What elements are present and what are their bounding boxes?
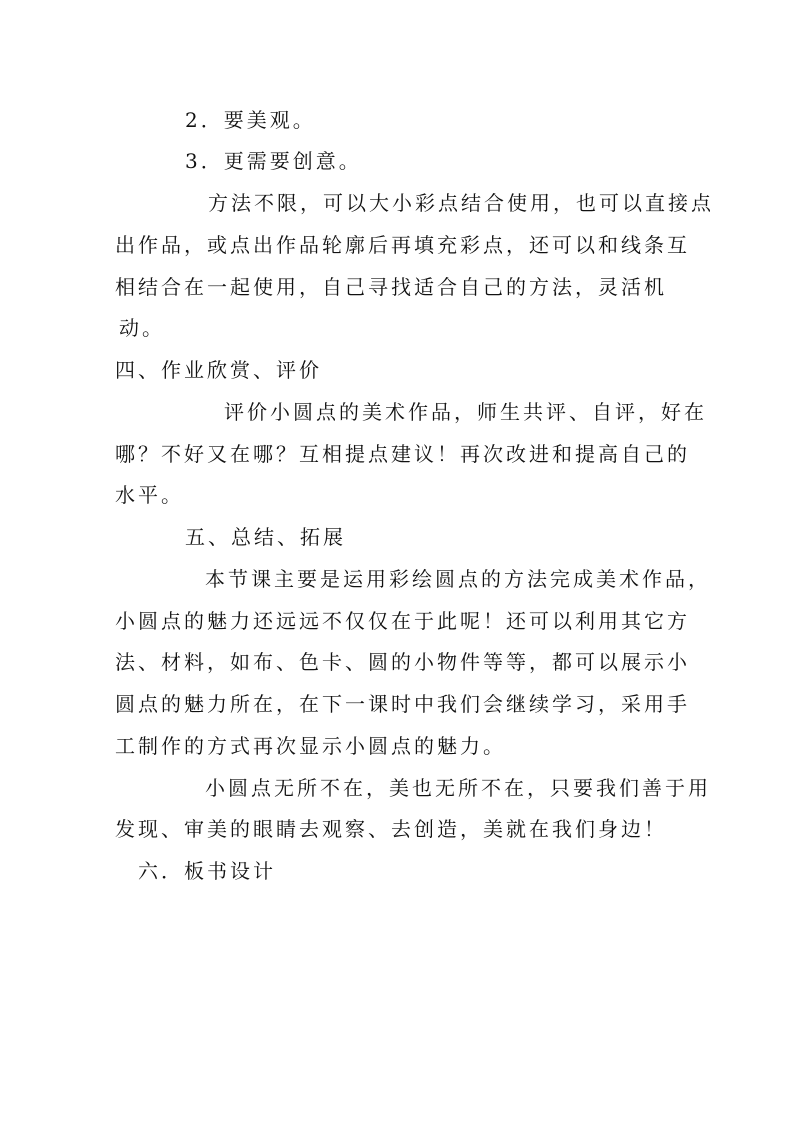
paragraph-line: 法、材料，如布、色卡、圆的小物件等等，都可以展示小 (115, 650, 690, 674)
paragraph-line: 相结合在一起使用，自己寻找适合自己的方法，灵活机 (115, 275, 667, 299)
paragraph-line: 哪？不好又在哪？互相提点建议！再次改进和提高自己的 (115, 442, 690, 466)
section-heading-4: 四、作业欣赏、评价 (115, 358, 322, 382)
paragraph-line: 小圆点的魅力还远远不仅仅在于此呢！还可以利用其它方 (115, 609, 690, 633)
list-item-3: 3．更需要创意。 (185, 149, 362, 173)
section-heading-6: 六．板书设计 (138, 859, 276, 883)
paragraph-line: 方法不限，可以大小彩点结合使用，也可以直接点 (208, 191, 714, 215)
paragraph-line: 圆点的魅力所在，在下一课时中我们会继续学习，采用手 (115, 692, 690, 716)
paragraph-line: 本节课主要是运用彩绘圆点的方法完成美术作品， (205, 567, 711, 591)
paragraph-line: 工制作的方式再次显示小圆点的魅力。 (115, 734, 506, 758)
paragraph-line: 动。 (119, 316, 165, 340)
paragraph-line: 出作品，或点出作品轮廓后再填充彩点，还可以和线条互 (115, 233, 690, 257)
section-heading-5: 五、总结、拓展 (185, 525, 346, 549)
paragraph-line: 水平。 (115, 483, 184, 507)
paragraph-line: 小圆点无所不在，美也无所不在，只要我们善于用 (205, 776, 711, 800)
list-item-2: 2．要美观。 (185, 108, 316, 132)
paragraph-line: 评价小圆点的美术作品，师生共评、自评，好在 (224, 400, 707, 424)
paragraph-line: 发现、审美的眼睛去观察、去创造，美就在我们身边！ (115, 817, 667, 841)
